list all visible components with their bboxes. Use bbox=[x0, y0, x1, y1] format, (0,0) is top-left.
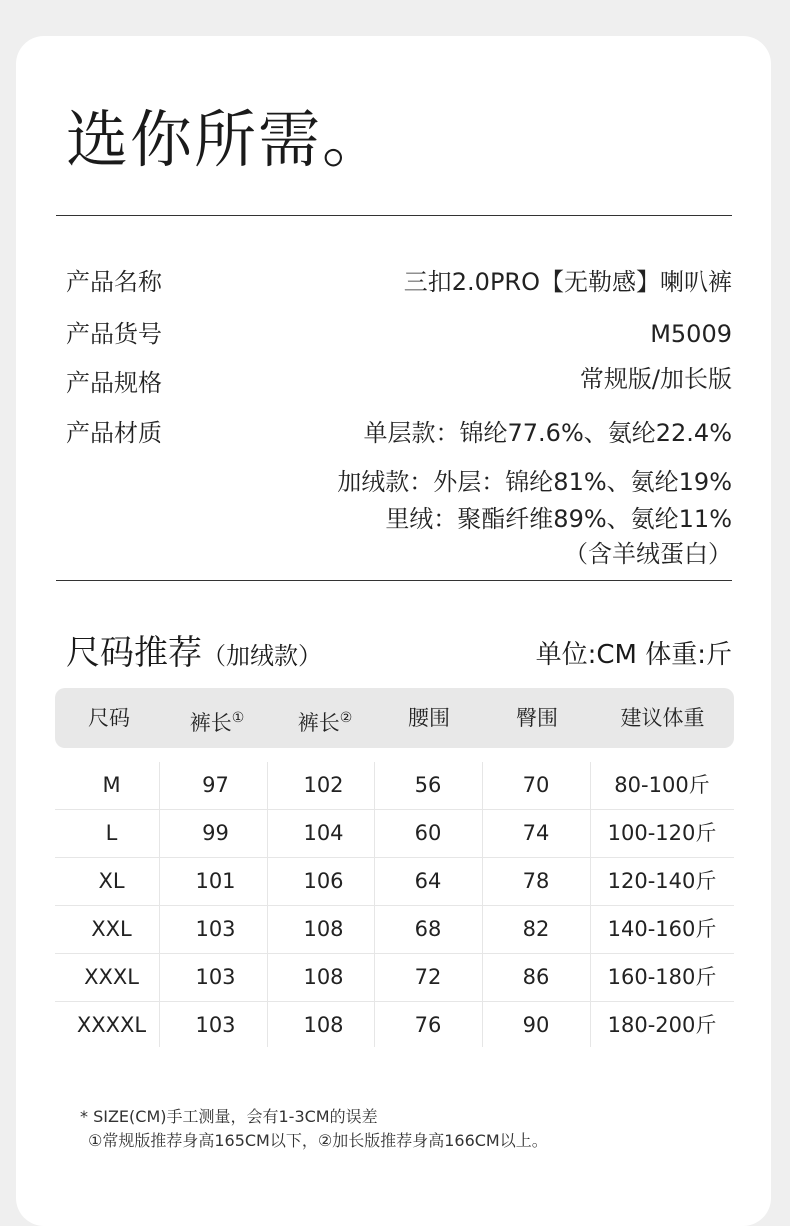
header-length-2-mark: ② bbox=[339, 710, 353, 726]
table-row bbox=[55, 906, 734, 954]
product-spec-value: 常规版/加长版 bbox=[579, 365, 732, 393]
header-size-text: 尺码 bbox=[88, 706, 130, 730]
product-material-label: 产品材质 bbox=[66, 419, 162, 447]
header-length-1 bbox=[163, 688, 271, 748]
cell-length-1: 103 bbox=[195, 917, 236, 941]
divider-top bbox=[56, 215, 732, 216]
product-name-value: 三扣2.0PRO【无勒感】喇叭裤 bbox=[403, 268, 732, 296]
cell-waist: 56 bbox=[414, 773, 442, 797]
cell-waist: 68 bbox=[414, 917, 442, 941]
note-measurement: * SIZE(CM)手工测量，会有1-3CM的误差 bbox=[80, 1107, 378, 1126]
header-weight-text: 建议体重 bbox=[620, 706, 705, 730]
cell-weight: 100-120斤 bbox=[607, 821, 717, 845]
cell-hip: 82 bbox=[522, 917, 550, 941]
cell-hip: 90 bbox=[522, 1013, 550, 1037]
product-code-value: M5009 bbox=[650, 320, 732, 348]
cell-size: XXL bbox=[91, 917, 132, 941]
cell-waist: 72 bbox=[414, 965, 442, 989]
cell-waist: 76 bbox=[414, 1013, 442, 1037]
header-hip bbox=[483, 688, 591, 748]
cell-hip: 86 bbox=[522, 965, 550, 989]
cell-length-2: 102 bbox=[303, 773, 344, 797]
material-fleece-inner: 里绒：聚酯纤维89%、氨纶11% bbox=[385, 505, 732, 533]
table-header bbox=[55, 688, 734, 748]
cell-size: XXXL bbox=[84, 965, 139, 989]
cell-length-2: 104 bbox=[303, 821, 344, 845]
cell-weight: 180-200斤 bbox=[607, 1013, 717, 1037]
table-row bbox=[55, 954, 734, 1002]
cell-waist: 64 bbox=[414, 869, 442, 893]
note-height: ①常规版推荐身高165CM以下，②加长版推荐身高166CM以上。 bbox=[88, 1131, 548, 1150]
divider-bottom bbox=[56, 580, 732, 581]
cell-hip: 74 bbox=[522, 821, 550, 845]
header-size bbox=[55, 688, 163, 748]
cell-length-1: 97 bbox=[202, 773, 229, 797]
size-title-sub: （加绒款） bbox=[202, 642, 322, 670]
material-fleece-note: （含羊绒蛋白） bbox=[564, 540, 732, 568]
header-waist bbox=[375, 688, 483, 748]
table-row bbox=[55, 810, 734, 858]
header-weight bbox=[591, 688, 734, 748]
page-title: 选你所需。 bbox=[66, 103, 387, 176]
material-single-layer: 单层款：锦纶77.6%、氨纶22.4% bbox=[363, 419, 732, 447]
size-table-body bbox=[55, 762, 734, 1049]
header-waist-text: 腰围 bbox=[408, 706, 450, 730]
cell-weight: 80-100斤 bbox=[614, 773, 710, 797]
cell-length-2: 106 bbox=[303, 869, 344, 893]
table-row bbox=[55, 1002, 734, 1049]
table-row bbox=[55, 762, 734, 810]
cell-waist: 60 bbox=[414, 821, 442, 845]
cell-length-2: 108 bbox=[303, 965, 344, 989]
cell-hip: 78 bbox=[522, 869, 550, 893]
header-length-1-text: 裤长 bbox=[189, 711, 232, 735]
size-title-text: 尺码推荐 bbox=[66, 633, 202, 673]
cell-length-1: 103 bbox=[195, 1013, 236, 1037]
cell-hip: 70 bbox=[522, 773, 550, 797]
material-fleece-outer: 加绒款：外层：锦纶81%、氨纶19% bbox=[337, 468, 732, 496]
cell-length-2: 108 bbox=[303, 917, 344, 941]
unit-label: 单位:CM 体重:斤 bbox=[535, 640, 732, 670]
cell-size: L bbox=[105, 821, 118, 845]
product-spec-label: 产品规格 bbox=[66, 369, 162, 397]
cell-length-1: 101 bbox=[195, 869, 236, 893]
product-name-label: 产品名称 bbox=[66, 268, 162, 296]
header-length-1-mark: ① bbox=[231, 710, 245, 726]
cell-weight: 160-180斤 bbox=[607, 965, 717, 989]
cell-size: XXXXL bbox=[76, 1013, 147, 1037]
table-row bbox=[55, 858, 734, 906]
header-length-2 bbox=[271, 688, 379, 748]
cell-size: M bbox=[102, 773, 121, 797]
header-hip-text: 臀围 bbox=[516, 706, 558, 730]
cell-length-1: 99 bbox=[202, 821, 229, 845]
cell-length-1: 103 bbox=[195, 965, 236, 989]
cell-length-2: 108 bbox=[303, 1013, 344, 1037]
cell-weight: 120-140斤 bbox=[607, 869, 717, 893]
header-length-2-text: 裤长 bbox=[297, 711, 340, 735]
product-code-label: 产品货号 bbox=[66, 320, 162, 348]
size-section-title bbox=[66, 630, 322, 679]
cell-weight: 140-160斤 bbox=[607, 917, 717, 941]
cell-size: XL bbox=[98, 869, 125, 893]
